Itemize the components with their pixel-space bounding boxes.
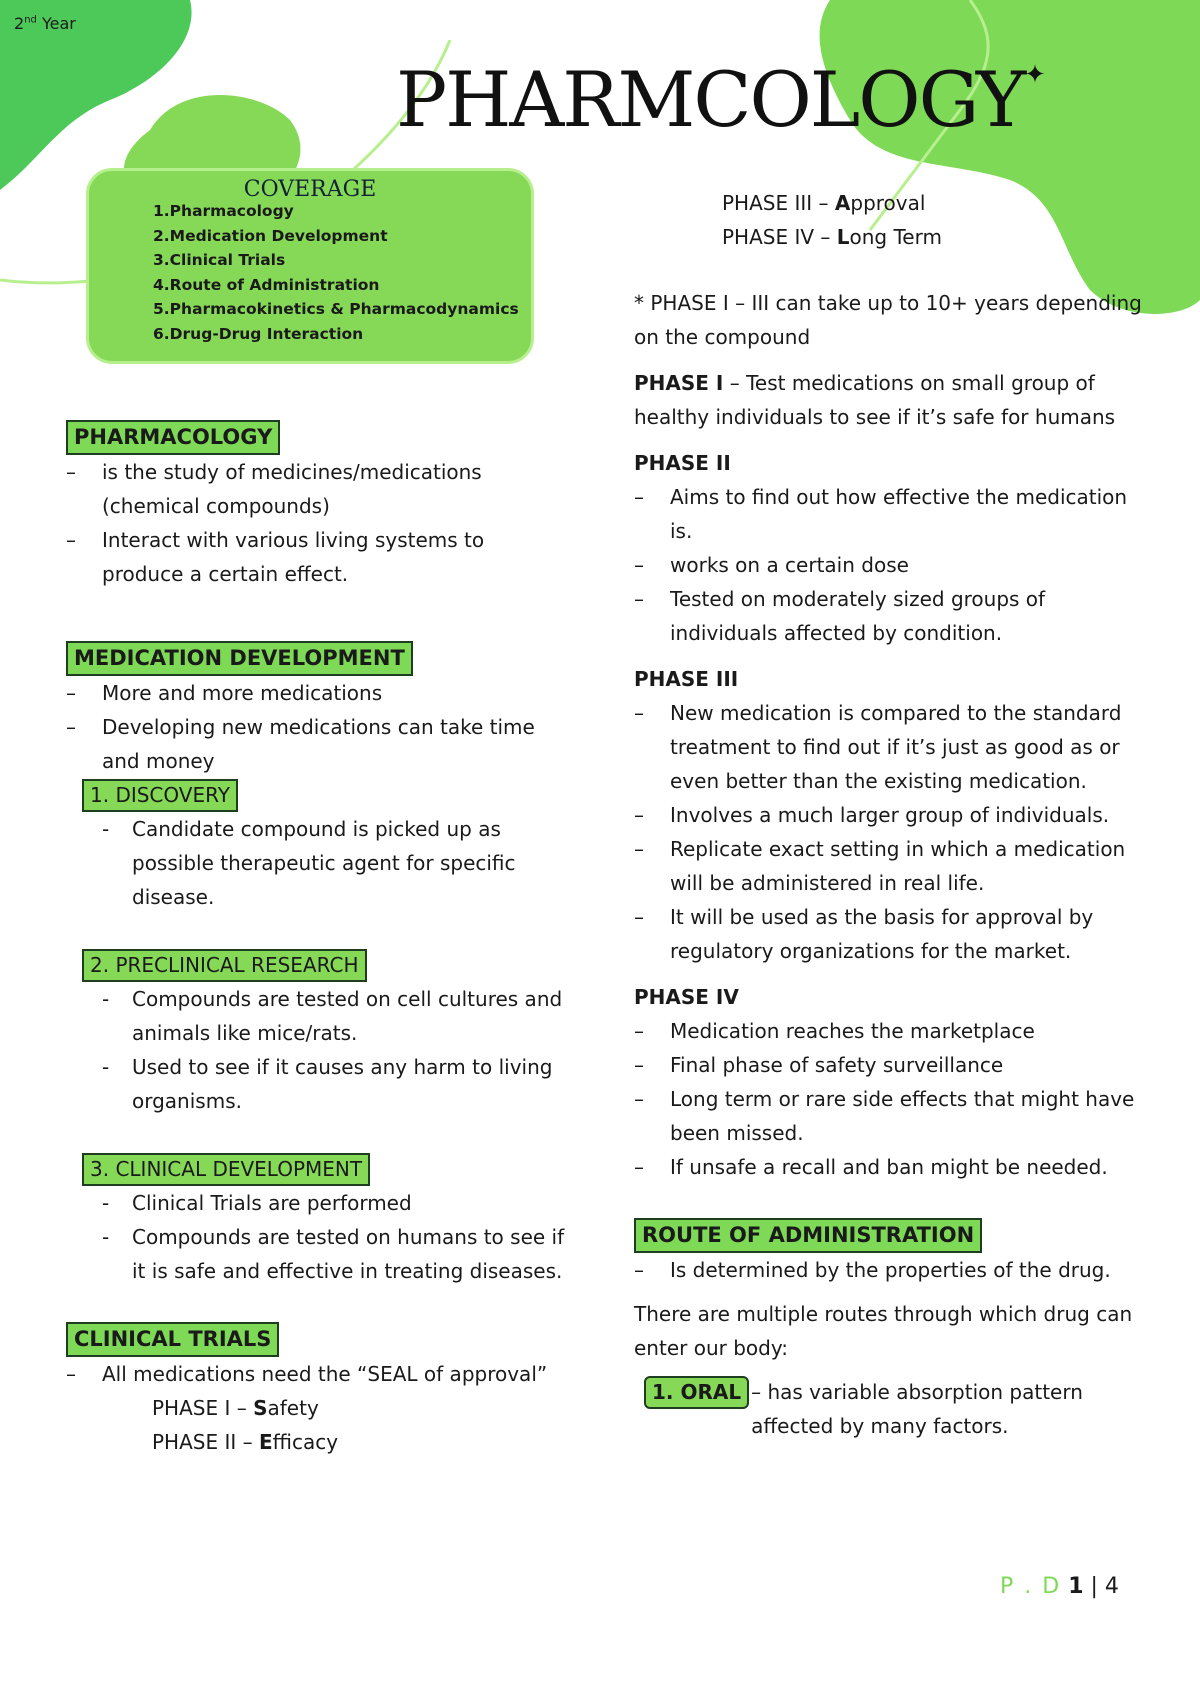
route-oral: 1. ORAL – has variable absorption pattern affected by many factors.: [634, 1375, 1154, 1443]
list-item: 3.Clinical Trials: [153, 251, 286, 269]
list-item: – If unsafe a recall and ban might be needed.: [634, 1155, 1108, 1179]
list-item: 6.Drug-Drug Interaction: [153, 324, 364, 343]
sparkle-icon: ✦: [1024, 60, 1044, 90]
list-item: - Used to see if it causes any harm to living organisms.: [102, 1055, 553, 1113]
list-item: – Medication reaches the marketplace: [634, 1019, 1035, 1043]
list-item: – Is determined by the properties of the drug.: [634, 1258, 1111, 1282]
list-item: – All medications need the “SEAL of approval”: [66, 1362, 548, 1386]
list-item: – More and more medications: [66, 681, 383, 705]
list-item: – is the study of medicines/medications (chemical compounds): [66, 460, 482, 518]
list-item: – Long term or rare side effects that might have been missed.: [634, 1087, 1135, 1145]
section-heading-route-of-administration: ROUTE OF ADMINISTRATION: [634, 1218, 982, 1253]
list-item: – Developing new medications can take time and money: [66, 715, 535, 773]
section-heading-clinical-trials: CLINICAL TRIALS: [66, 1322, 279, 1357]
list-item: 2.Medication Development: [153, 226, 388, 245]
phase4-label: PHASE IV: [634, 985, 739, 1009]
left-column: [66, 420, 566, 1459]
list-item: – Replicate exact setting in which a medication will be administered in real life.: [634, 837, 1126, 895]
phase3-label: PHASE III: [634, 667, 739, 691]
subheading-clinical-development: 3. CLINICAL DEVELOPMENT: [82, 1153, 370, 1186]
page-number: P . D 1 | 4: [1000, 1574, 1119, 1599]
phase-line: PHASE IV – Long Term: [722, 225, 942, 249]
phase-note: * PHASE I – III can take up to 10+ years depending on the compound: [634, 291, 1142, 349]
phase-line: PHASE II – Efficacy: [152, 1430, 339, 1454]
year-label: 2nd Year: [14, 14, 76, 33]
list-item: – New medication is compared to the standard treatment to find out if it’s just as good as or even better than the existing medication.: [634, 701, 1122, 793]
phase-line: PHASE I – Safety: [152, 1396, 319, 1420]
page-title: PHARMCOLOGY✦: [396, 55, 1044, 144]
phase1-description: PHASE I – Test medications on small group of healthy individuals to see if it’s safe for humans: [634, 371, 1116, 429]
coverage-box: [86, 168, 534, 364]
right-column: [634, 186, 1154, 1443]
list-item: - Clinical Trials are performed: [102, 1191, 412, 1215]
list-item: - Candidate compound is picked up as possible therapeutic agent for specific disease.: [102, 817, 516, 909]
subheading-preclinical-research: 2. PRECLINICAL RESEARCH: [82, 949, 367, 982]
list-item: – It will be used as the basis for approval by regulatory organizations for the market.: [634, 905, 1094, 963]
section-heading-medication-development: MEDICATION DEVELOPMENT: [66, 641, 413, 676]
coverage-title: COVERAGE: [243, 177, 377, 202]
phase2-label: PHASE II: [634, 451, 731, 475]
phase-line: PHASE III – Approval: [722, 191, 926, 215]
list-item: – Interact with various living systems to produce a certain effect.: [66, 528, 485, 586]
coverage-list: [153, 199, 519, 346]
list-item: – Final phase of safety surveillance: [634, 1053, 1004, 1077]
list-item: – Tested on moderately sized groups of individuals affected by condition.: [634, 587, 1046, 645]
list-item: – Involves a much larger group of individuals.: [634, 803, 1110, 827]
list-item: – works on a certain dose: [634, 553, 909, 577]
subheading-discovery: 1. DISCOVERY: [82, 779, 238, 812]
route-intro: There are multiple routes through which drug can enter our body:: [634, 1302, 1133, 1360]
list-item: 1.Pharmacology: [153, 202, 294, 220]
list-item: - Compounds are tested on cell cultures and animals like mice/rats.: [102, 987, 563, 1045]
list-item: – Aims to find out how effective the medication is.: [634, 485, 1128, 543]
list-item: 5.Pharmacokinetics & Pharmacodynamics: [153, 300, 519, 318]
subheading-oral: 1. ORAL: [644, 1376, 749, 1409]
section-heading-pharmacology: PHARMACOLOGY: [66, 420, 280, 455]
list-item: 4.Route of Administration: [153, 275, 380, 294]
list-item: - Compounds are tested on humans to see if it is safe and effective in treating diseases.: [102, 1225, 565, 1283]
